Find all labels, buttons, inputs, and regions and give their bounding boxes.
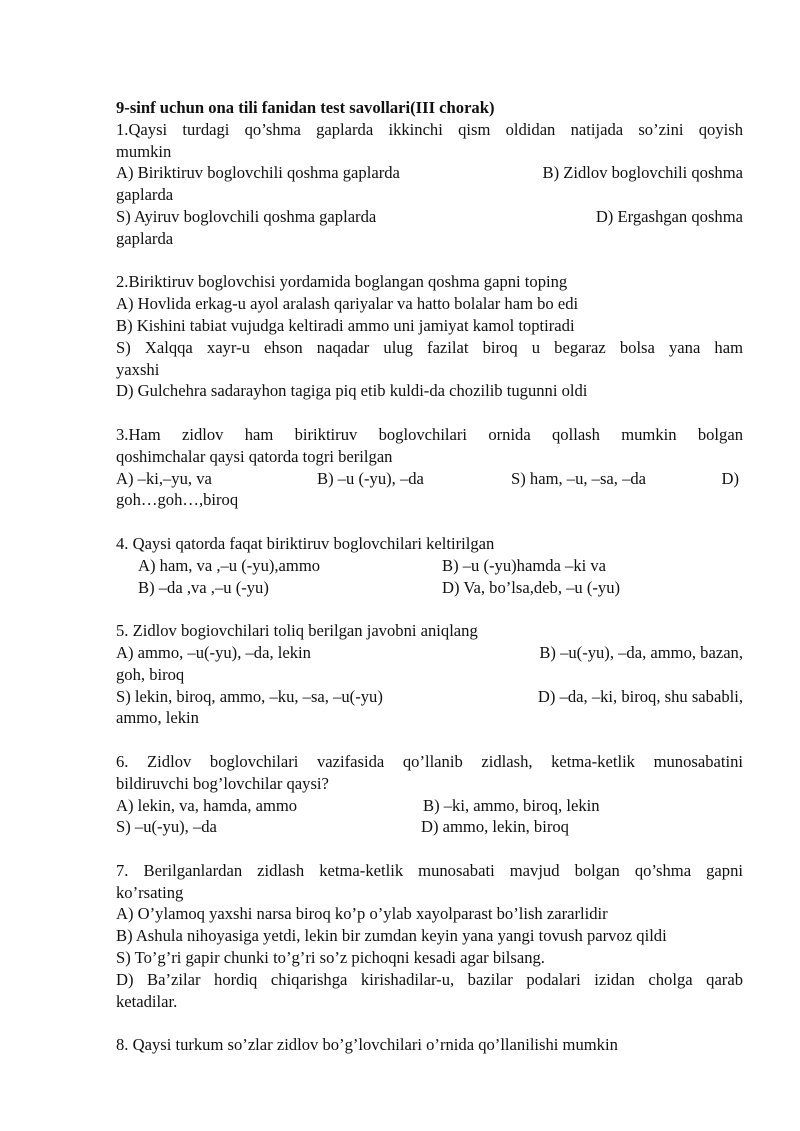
- options-row: [116, 577, 743, 599]
- option-d: D) ammo, lekin, biroq: [421, 817, 569, 837]
- option-d-cont: ammo, lekin: [116, 708, 199, 728]
- question-6: [116, 751, 743, 838]
- option-d: D) Ergashgan qoshma: [595, 206, 743, 226]
- question-text-cont: ko’rsating: [116, 882, 184, 902]
- options-row: [116, 468, 743, 490]
- option-b: B) Kishini tabiat vujudga keltiradi ammo uni jamiyat kamol toptiradi: [116, 315, 575, 335]
- option-a: A) Biriktiruv boglovchili qoshma gaplarda: [116, 163, 400, 183]
- option-d: D): [721, 468, 739, 488]
- question-text: 3.Ham zidlov ham biriktiruv boglovchilari ornida qollash mumkin bolgan: [116, 424, 743, 444]
- question-8: [116, 1034, 743, 1056]
- question-4: [116, 533, 743, 598]
- option-a: A) ammo, –u(-yu), –da, lekin: [116, 642, 311, 662]
- option-d: D) –da, –ki, biroq, shu sababli,: [537, 686, 743, 706]
- option-b2: B) –da ,va ,–u (-yu): [138, 577, 269, 597]
- option-b-cont: goh, biroq: [116, 664, 185, 684]
- option-d-cont: goh…goh…,biroq: [116, 490, 239, 510]
- option-b: B) Ashula nihoyasiga yetdi, lekin bir zumdan keyin yana yangi tovush parvoz qildi: [116, 926, 667, 946]
- options-row: [116, 795, 743, 817]
- options-row: [116, 162, 743, 184]
- option-a: A) ham, va ,–u (-yu),ammo: [138, 555, 321, 575]
- question-text-cont: bildiruvchi bog’lovchilar qaysi?: [116, 773, 329, 793]
- option-b: B) Zidlov boglovchili qoshma: [542, 163, 743, 183]
- option-b: B) –u (-yu), –da: [317, 468, 424, 488]
- test-document: [116, 97, 743, 1056]
- options-row: [116, 686, 743, 708]
- option-s-cont: yaxshi: [116, 359, 160, 379]
- option-a: A) O’ylamoq yaxshi narsa biroq ko’p o’ylab xayolparast bo’lish zararlidir: [116, 904, 608, 924]
- option-a: A) lekin, va, hamda, ammo: [116, 795, 298, 815]
- option-s: S) ham, –u, –sa, –da: [511, 468, 647, 488]
- question-text-cont: qoshimchalar qaysi qatorda togri berilgan: [116, 446, 393, 466]
- question-text: 4. Qaysi qatorda faqat biriktiruv boglovchilari keltirilgan: [116, 533, 495, 553]
- option-d: D) Gulchehra sadarayhon tagiga piq etib kuldi-da chozilib tugunni oldi: [116, 381, 588, 401]
- option-s: S) Xalqqa xayr-u ehson naqadar ulug fazilat biroq u begaraz bolsa yana ham: [116, 337, 743, 357]
- option-a: A) Hovlida erkag-u ayol aralash qariyalar va hatto bolalar ham bo edi: [116, 294, 579, 314]
- question-text: 7. Berilganlardan zidlash ketma-ketlik munosabati mavjud bolgan qo’shma gapni: [116, 860, 743, 880]
- question-5: [116, 620, 743, 729]
- options-row: [116, 642, 743, 664]
- option-s: S) –u(-yu), –da: [116, 817, 217, 837]
- options-row: [116, 555, 743, 577]
- document-title: 9-sinf uchun ona tili fanidan test savollari(III chorak): [116, 98, 495, 117]
- option-b: B) –u(-yu), –da, ammo, bazan,: [539, 642, 743, 662]
- option-d: D) Ba’zilar hordiq chiqarishga kirishadilar-u, bazilar podalari izidan cholga qarab: [116, 969, 743, 989]
- option-s: S) Ayiruv boglovchili qoshma gaplarda: [116, 206, 377, 226]
- question-text: 2.Biriktiruv boglovchisi yordamida boglangan qoshma gapni toping: [116, 272, 568, 292]
- question-3: [116, 424, 743, 511]
- question-1: [116, 119, 743, 250]
- question-text: 5. Zidlov bogiovchilari toliq berilgan javobni aniqlang: [116, 621, 478, 641]
- question-text-cont: mumkin: [116, 141, 172, 161]
- question-text: 8. Qaysi turkum so’zlar zidlov bo’g’lovchilari o’rnida qo’llanilishi mumkin: [116, 1035, 618, 1055]
- question-2: [116, 271, 743, 402]
- option-s: S) lekin, biroq, ammo, –ku, –sa, –u(-yu): [116, 686, 383, 706]
- option-b: B) –u (-yu)hamda –ki va: [442, 555, 607, 575]
- question-text: 6. Zidlov boglovchilari vazifasida qo’llanib zidlash, ketma-ketlik munosabatini: [116, 751, 743, 771]
- option-d: D) Va, bo’lsa,deb, –u (-yu): [442, 577, 621, 597]
- option-b: B) –ki, ammo, biroq, lekin: [423, 795, 600, 815]
- option-d-cont: ketadilar.: [116, 991, 178, 1011]
- option-b-cont: gaplarda: [116, 185, 174, 205]
- question-text: 1.Qaysi turdagi qo’shma gaplarda ikkinchi qism oldidan natijada so’zini qoyish: [116, 119, 743, 139]
- options-row: [116, 816, 743, 838]
- options-row: [116, 206, 743, 228]
- option-a: A) –ki,–yu, va: [116, 468, 212, 488]
- option-d-cont: gaplarda: [116, 228, 174, 248]
- option-s: S) To’g’ri gapir chunki to’g’ri so’z pichoqni kesadi agar bilsang.: [116, 948, 545, 968]
- question-7: [116, 860, 743, 1013]
